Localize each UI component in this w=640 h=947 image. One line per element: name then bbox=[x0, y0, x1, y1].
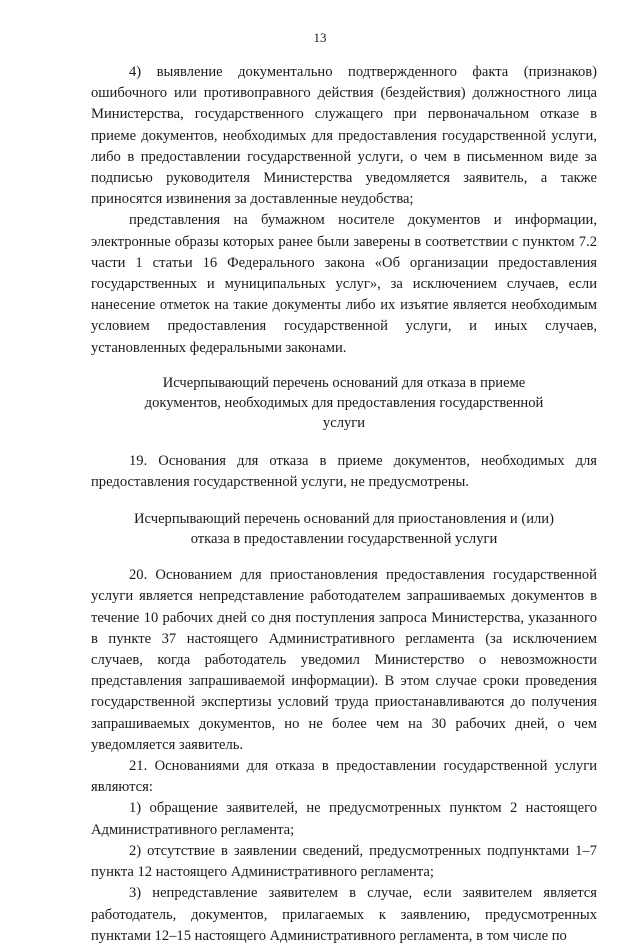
paragraph-item-4: 4) выявление документально подтвержденного факта (признаков) ошибочного или противоправного действия (бездействия) должностного лица Министерства, государственного служащего при первоначальном отказе в приеме документов, необходимых для предоставления государственной услуги, либо в предоставлении государственной услуги, о чем в письменном виде за подписью руководителя Министерства уведомляется заявитель, а также приносятся извинения за доставленные неудобства; bbox=[91, 64, 597, 208]
paragraph-19: 19. Основания для отказа в приеме документов, необходимых для предоставления государственной услуги, не предусмотрены. bbox=[91, 452, 597, 491]
paragraph-21: 21. Основаниями для отказа в предоставлении государственной услуги являются: bbox=[91, 758, 597, 796]
paragraph-21-item-1: 1) обращение заявителей, не предусмотренных пунктом 2 настоящего Административного регламента; bbox=[91, 800, 597, 838]
paragraph-representation: представления на бумажном носителе документов и информации, электронные образы которых ранее были заверены в соответствии с пунктом 7.2 части 1 статьи 16 Федерального закона «Об организации предоставления государственных и муниципальных услуг», за исключением случаев, если нанесение отметок на такие документы либо их изъятие является необходимым условием предоставления государственной услуги, и иных случаев, установленных федеральными законами. bbox=[91, 212, 597, 356]
paragraph-21-item-2: 2) отсутствие в заявлении сведений, предусмотренных подпунктами 1–7 пункта 12 настоящего Административного регламента; bbox=[91, 842, 597, 881]
section-heading-suspension-refusal: Исчерпывающий перечень оснований для приостановления и (или) отказа в предоставлении государственной услуги bbox=[134, 511, 554, 548]
paragraph-20: 20. Основанием для приостановления предоставления государственной услуги является непредставление работодателем запрашиваемых документов в течение 10 рабочих дней со дня поступления запроса Министерства, указанного в пункте 37 настоящего Административного регламента (за исключением случаев, когда работодатель уведомил Министерство о невозможности представления запрашиваемой информации). В этом случае сроки проведения государственной экспертизы условий труда приостанавливаются до получения запрашиваемых документов, но не более чем на 30 рабочих дней, о чем уведомляется заявитель. bbox=[91, 567, 597, 753]
page-number: 13 bbox=[313, 30, 327, 45]
paragraph-21-item-3: 3) непредставление заявителем в случае, если заявителем является работодатель, документов, прилагаемых к заявлению, предусмотренных пунктами 12–15 настоящего Административного регламента, в том числе по bbox=[91, 885, 597, 944]
section-heading-refusal-acceptance: Исчерпывающий перечень оснований для отказа в приеме документов, необходимых для предоставления государственной услуги bbox=[144, 374, 544, 431]
document-body bbox=[91, 62, 597, 947]
